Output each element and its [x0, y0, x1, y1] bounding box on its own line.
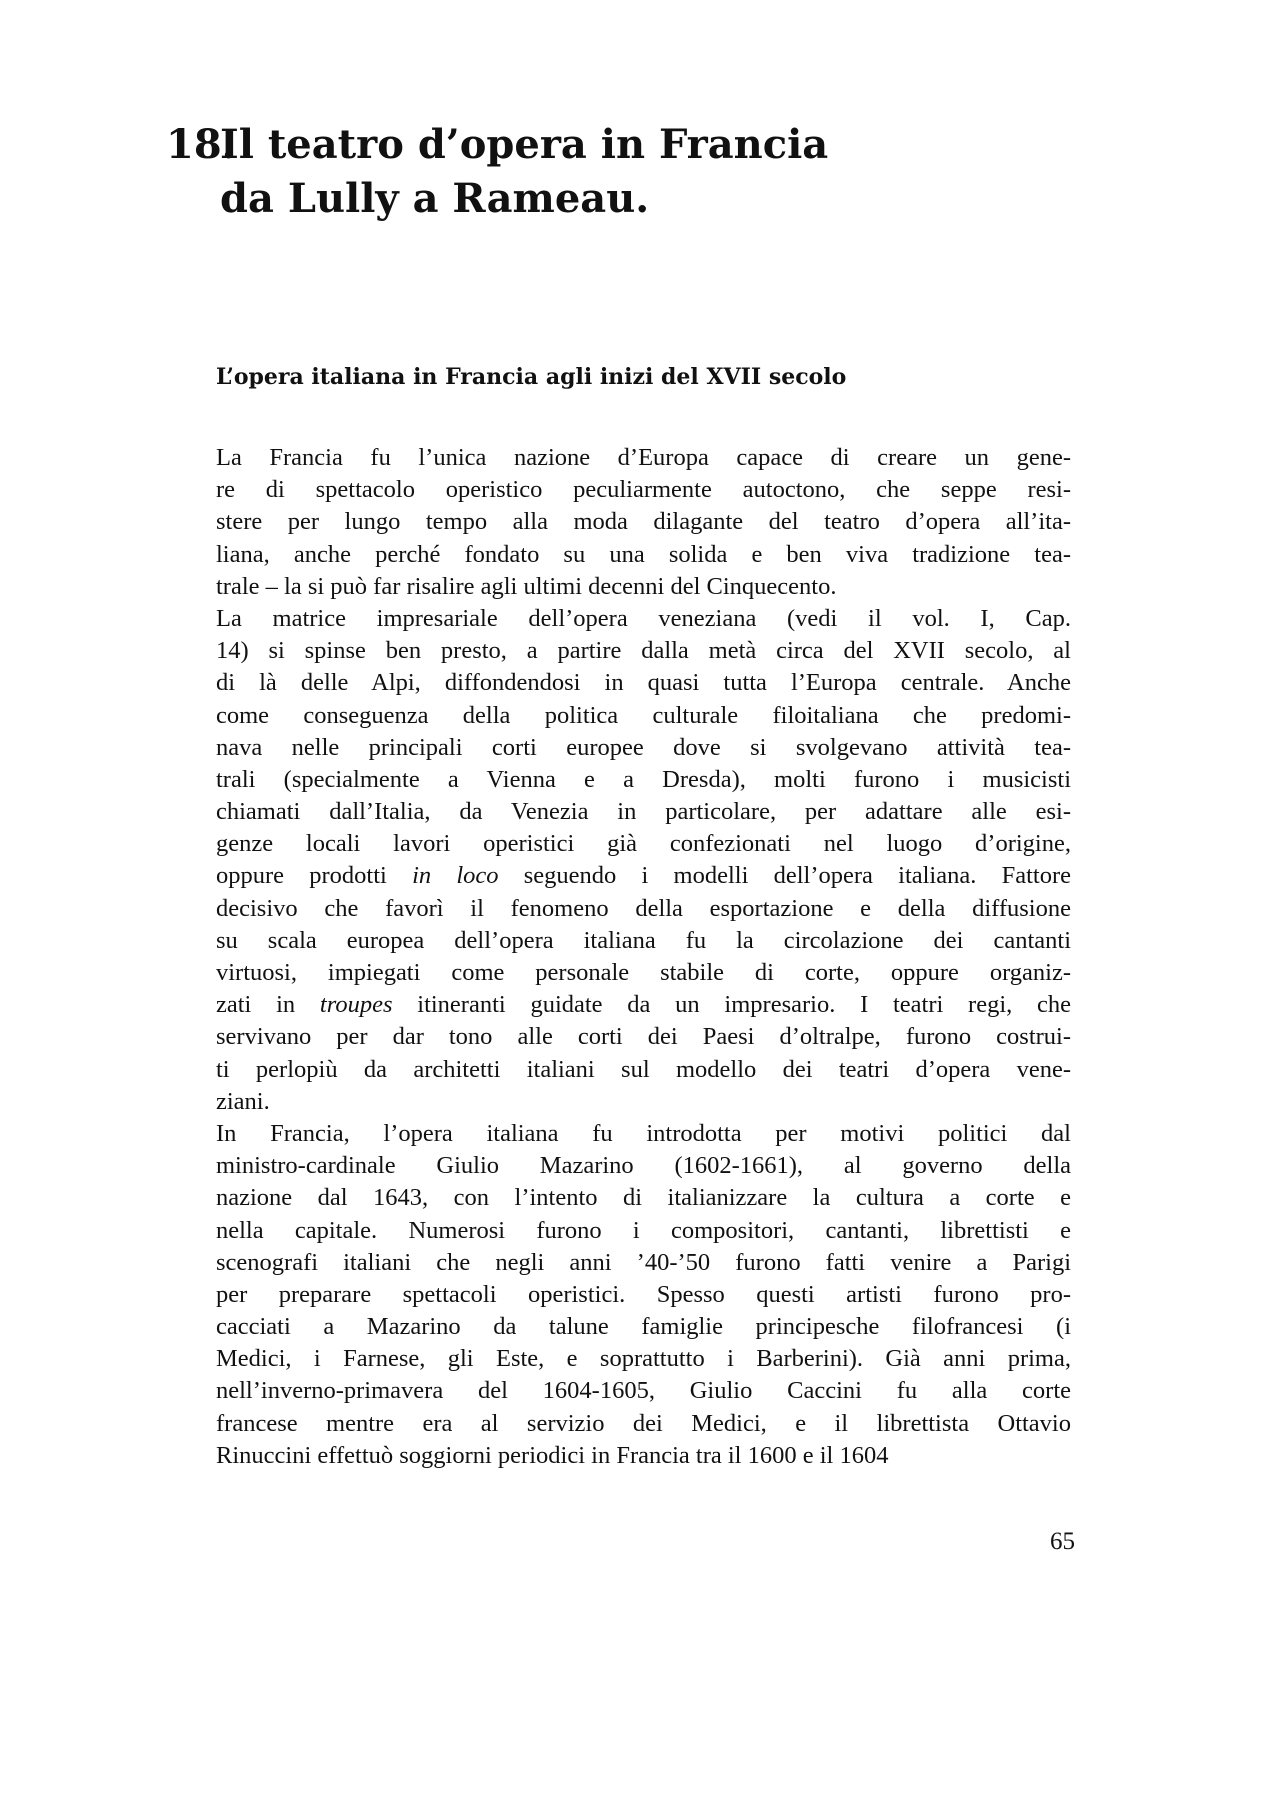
text-line: nazione dal 1643, con l’intento di italianizzare la cultura a corte e	[216, 1184, 1071, 1212]
page-number: 65	[1050, 1528, 1075, 1555]
text-line: In Francia, l’opera italiana fu introdotta per motivi politici dal	[216, 1119, 1071, 1147]
text-line: francese mentre era al servizio dei Medici, e il librettista Ottavio	[216, 1409, 1071, 1437]
text-line: chiamati dall’Italia, da Venezia in particolare, per adattare alle esi-	[216, 798, 1071, 826]
text-line: scenografi italiani che negli anni ’40-’50 furono fatti venire a Parigi	[216, 1248, 1071, 1276]
chapter-title	[166, 118, 1066, 226]
text-line: La matrice impresariale dell’opera veneziana (vedi il vol. I, Cap.	[216, 604, 1071, 632]
text-line: servivano per dar tono alle corti dei Paesi d’oltralpe, furono costrui-	[216, 1023, 1071, 1051]
italic-term: in loco	[412, 862, 499, 890]
text-line: trale – la si può far risalire agli ultimi decenni del Cinquecento.	[216, 572, 837, 600]
text-segment: oppure prodotti	[216, 862, 413, 890]
text-line: Rinuccini effettuò soggiorni periodici in Francia tra il 1600 e il 1604	[216, 1441, 889, 1469]
text-line: di là delle Alpi, diffondendosi in quasi tutta l’Europa centrale. Anche	[216, 669, 1071, 697]
text-line: decisivo che favorì il fenomeno della esportazione e della diffusione	[216, 894, 1071, 922]
text-line	[216, 989, 1071, 1021]
chapter-title-text-1: Il teatro d’opera in Francia	[220, 121, 829, 168]
text-line: Medici, i Farnese, gli Este, e soprattutto i Barberini). Già anni prima,	[216, 1345, 1071, 1373]
text-line: La Francia fu l’unica nazione d’Europa capace di creare un gene-	[216, 444, 1071, 471]
text-line: nava nelle principali corti europee dove si svolgevano attività tea-	[216, 733, 1071, 761]
italic-term: troupes	[319, 991, 393, 1019]
text-line: trali (specialmente a Vienna e a Dresda), molti furono i musicisti	[216, 765, 1071, 793]
text-segment: zati in	[216, 991, 320, 1019]
chapter-title-text-2: da Lully a Rameau.	[220, 175, 650, 222]
body-text	[216, 442, 1071, 1472]
text-segment: itineranti guidate da un impresario. I teatri regi, che	[392, 991, 1072, 1019]
section-heading: L’opera italiana in Francia agli inizi del XVII secolo	[216, 364, 847, 390]
text-line: ziani.	[216, 1087, 270, 1115]
text-line: stere per lungo tempo alla moda dilagante del teatro d’opera all’ita-	[216, 508, 1071, 536]
text-line: ti perlopiù da architetti italiani sul modello dei teatri d’opera vene-	[216, 1055, 1071, 1083]
chapter-title-line-2	[166, 172, 1066, 226]
text-line: su scala europea dell’opera italiana fu la circolazione dei cantanti	[216, 926, 1071, 954]
chapter-title-line-1	[166, 118, 1066, 172]
text-line: genze locali lavori operistici già confezionati nel luogo d’origine,	[216, 830, 1071, 858]
chapter-number: 18.	[166, 121, 236, 168]
text-line: re di spettacolo operistico peculiarmente autoctono, che seppe resi-	[216, 476, 1071, 504]
text-line: liana, anche perché fondato su una solida e ben viva tradizione tea-	[216, 540, 1071, 568]
text-line: nell’inverno-primavera del 1604-1605, Giulio Caccini fu alla corte	[216, 1377, 1071, 1405]
text-line: virtuosi, impiegati come personale stabile di corte, oppure organiz-	[216, 959, 1071, 986]
text-segment: seguendo i modelli dell’opera italiana. Fattore	[498, 862, 1071, 890]
text-line: come conseguenza della politica culturale filoitaliana che predomi-	[216, 701, 1071, 729]
text-line: ministro-cardinale Giulio Mazarino (1602-1661), al governo della	[216, 1152, 1071, 1180]
text-line: 14) si spinse ben presto, a partire dalla metà circa del XVII secolo, al	[216, 637, 1071, 665]
text-line: cacciati a Mazarino da talune famiglie principesche filofrancesi (i	[216, 1313, 1071, 1341]
text-line: per preparare spettacoli operistici. Spesso questi artisti furono pro-	[216, 1280, 1071, 1308]
text-line	[216, 860, 1071, 892]
text-line: nella capitale. Numerosi furono i compositori, cantanti, librettisti e	[216, 1216, 1071, 1244]
